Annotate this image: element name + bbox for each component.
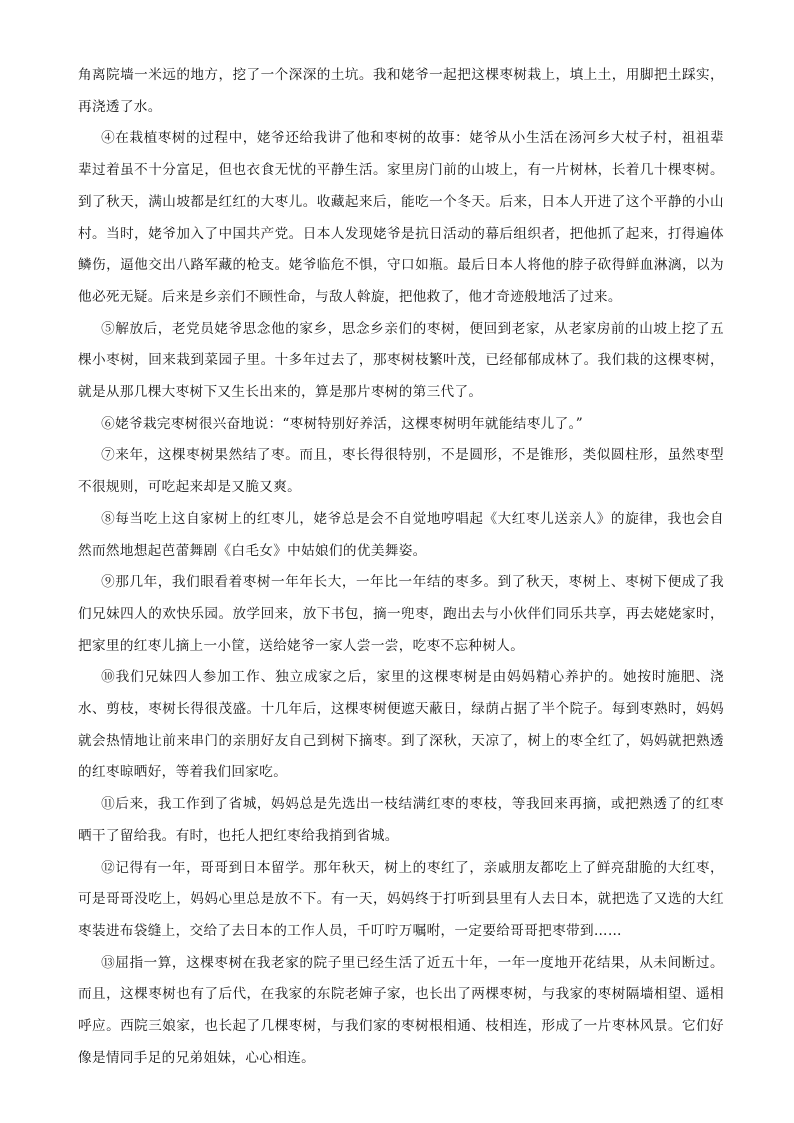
paragraph-13 [78,948,724,1075]
paragraph-text: 每当吃上这自家树上的红枣儿，姥爷总是会不自觉地哼唱起《大红枣儿送亲人》的旋律，我也会自然而然地想起芭蕾舞剧《白毛女》中姑娘们的优美舞姿。 [78,510,725,559]
paragraph-12 [78,853,724,948]
paragraph-text: 来年，这棵枣树果然结了枣。而且，枣长得很特别，不是圆形，不是锥形，类似圆柱形，虽然枣型不很规则，可吃起来却是又脆又爽。 [78,447,725,496]
article-body [78,60,724,1075]
paragraph-text: 在栽植枣树的过程中，姥爷还给我讲了他和枣树的故事：姥爷从小生活在汤河乡大杖子村，祖祖辈辈过着虽不十分富足，但也衣食无忧的平静生活。家里房门前的山坡上，有一片树林，长着几十棵枣树。到了秋天，满山坡都是红红的大枣儿。收藏起来后，能吃一个冬天。后来，日本人开进了这个平静的小山村。当时，姥爷加入了中国共产党。日本人发现姥爷是抗日活动的幕后组织者，把他抓了起来，打得遍体鳞伤，逼他交出八路军藏的枪支。姥爷临危不惧，守口如瓶。最后日本人将他的脖子砍得鲜血淋漓，以为他必死无疑。后来是乡亲们不顾性命，与敌人斡旋，把他救了，他才奇迹般地活了过来。 [78,130,725,305]
paragraph-text: 记得有一年，哥哥到日本留学。那年秋天，树上的枣红了，亲戚朋友都吃上了鲜亮甜脆的大红枣，可是哥哥没吃上，妈妈心里总是放不下。有一天，妈妈终于打听到县里有人去日本，就把选了又选的大红枣装进布袋缝上，交给了去日本的工作人员，千叮咛万嘱咐，一定要给哥哥把枣带到…… [78,859,725,939]
paragraph-text: 解放后，老党员姥爷思念他的家乡，思念乡亲们的枣树，便回到老家，从老家房前的山坡上挖了五棵小枣树，回来栽到菜园子里。十多年过去了，那枣树枝繁叶茂，已经郁郁成林了。我们栽的这棵枣树，就是从那几棵大枣树下又生长出来的，算是那片枣树的第三代了。 [78,320,725,401]
paragraph-number: ⑫ [101,859,116,876]
paragraph-number: ④ [101,130,116,147]
paragraph-number: ⑧ [101,510,116,527]
paragraph-text: 角离院墙一米远的地方，挖了一个深深的土坑。我和姥爷一起把这棵枣树栽上，填上土，用脚把土踩实，再浇透了水。 [78,67,724,115]
paragraph-number: ⑪ [101,796,116,813]
paragraph-11 [78,789,724,852]
paragraph-5 [78,314,724,409]
paragraph-10 [78,662,724,789]
paragraph-continued [78,60,724,123]
paragraph-number: ⑨ [101,574,116,591]
paragraph-text: 姥爷栽完枣树很兴奋地说：“枣树特别好养活，这棵枣树明年就能结枣儿了。” [115,415,584,432]
paragraph-7 [78,440,724,503]
paragraph-number: ⑤ [101,320,116,337]
paragraph-text: 后来，我工作到了省城，妈妈总是先选出一枝结满红枣的枣枝，等我回来再摘，或把熟透了的红枣晒干了留给我。有时，也托人把红枣给我捎到省城。 [78,796,725,844]
paragraph-text: 我们兄妹四人参加工作、独立成家之后，家里的这棵枣树是由妈妈精心养护的。她按时施肥、浇水、剪枝，枣树长得很茂盛。十几年后，这棵枣树便遮天蔽日，绿荫占据了半个院子。每到枣熟时，妈妈就会热情地让前来串门的亲朋好友自己到树下摘枣。到了深秋，天凉了，树上的枣全红了，妈妈就把熟透的红枣晾晒好，等着我们回家吃。 [78,669,724,781]
paragraph-number: ⑬ [101,954,116,971]
paragraph-4 [78,123,724,313]
paragraph-number: ⑩ [101,669,116,686]
paragraph-text: 那几年，我们眼看着枣树一年年长大，一年比一年结的枣多。到了秋天，枣树上、枣树下便成了我们兄妹四人的欢快乐园。放学回来，放下书包，摘一兜枣，跑出去与小伙伴们同乐共享，再去姥姥家时，把家里的红枣儿摘上一小筐，送给姥爷一家人尝一尝，吃枣不忘种树人。 [78,574,725,654]
paragraph-number: ⑦ [101,447,116,464]
paragraph-8 [78,504,724,567]
paragraph-number: ⑥ [101,415,116,432]
paragraph-text: 屈指一算，这棵枣树在我老家的院子里已经生活了近五十年，一年一度地开花结果，从未间断过。而且，这棵枣树也有了后代，在我家的东院老婶子家，也长出了两棵枣树，与我家的枣树隔墙相望、遥相呼应。西院三娘家，也长起了几棵枣树，与我们家的枣树根相通、枝相连，形成了一片枣林风景。它们好像是情同手足的兄弟姐妹，心心相连。 [78,954,725,1066]
paragraph-9 [78,567,724,662]
paragraph-6 [78,409,724,441]
